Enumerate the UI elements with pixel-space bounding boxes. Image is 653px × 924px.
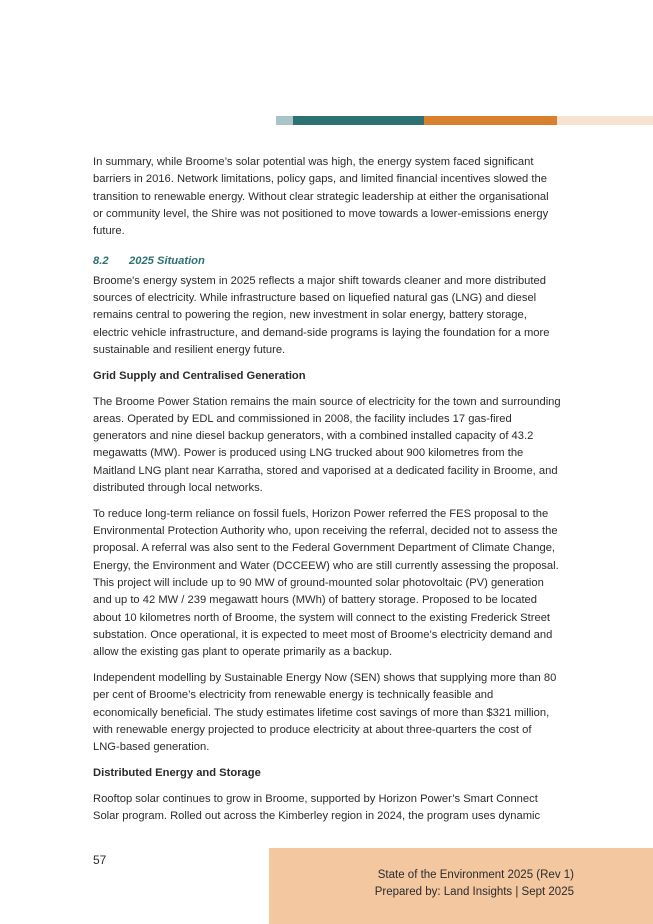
header-bar-pale xyxy=(557,116,653,125)
paragraph-summary: In summary, while Broome’s solar potential was high, the energy system faced significant barriers in 2016. Network limitations, policy gaps, and limited financial incentives slowed the transition to renewable energy. Without clear strategic leadership at either the organisational or community level, the Shire was not positioned to move towards a lower-emissions energy future. xyxy=(93,156,549,238)
paragraph-rooftop-solar: Rooftop solar continues to grow in Broome, supported by Horizon Power’s Smart Connect Solar program. Rolled out across the Kimberley region in 2024, the program uses dynamic xyxy=(93,792,541,823)
header-bar-light-teal xyxy=(276,116,293,125)
paragraph-2025-overview: Broome's energy system in 2025 reflects a major shift towards cleaner and more distributed sources of electricity. While infrastructure based on liquefied natural gas (LNG) and diesel remains central to powering the region, new investment in solar energy, battery storage, electric vehicle infrastructure, and demand-side programs is laying the foundation for a more sustainable and resilient energy future. xyxy=(93,274,550,356)
footer-box xyxy=(269,848,653,924)
subheading-distributed-energy: Distributed Energy and Storage xyxy=(93,767,261,779)
paragraph-fes-proposal: To reduce long-term reliance on fossil fuels, Horizon Power referred the FES proposal to the Environmental Protection Authority who, upon receiving the referral, decided not to assess the proposal. A referral was also sent to the Federal Government Department of Climate Change, Energy, the Environment and Water (DCCEEW) who are still currently assessing the proposal. This project will include up to 90 MW of ground-mounted solar photovoltaic (PV) generation and up to 42 MW / 239 megawatt hours (MWh) of battery storage. Proposed to be located about 10 kilometres north of Broome, the system will connect to the existing Frederick Street substation. Once operational, it is expected to meet most of Broome’s electricity demand and allow the existing gas plant to operate primarily as a backup. xyxy=(93,507,559,659)
paragraph-sen-modelling: Independent modelling by Sustainable Energy Now (SEN) shows that supplying more than 80 per cent of Broome’s electricity from renewable energy is technically feasible and economically beneficial. The study estimates lifetime cost savings of more than $321 million, with renewable energy projected to produce electricity at about three-quarters the cost of LNG-based generation. xyxy=(93,672,557,754)
section-heading xyxy=(93,253,561,270)
header-bar-teal xyxy=(293,116,424,125)
page-number: 57 xyxy=(93,853,107,867)
footer-text xyxy=(375,867,574,901)
paragraph-power-station: The Broome Power Station remains the main source of electricity for the town and surrounding areas. Operated by EDL and commissioned in 2008, the facility includes 17 gas-fired generators and nine diesel backup generators, with a combined installed capacity of 43.2 megawatts (MW). Power is produced using LNG trucked about 900 kilometres from the Maitland LNG plant near Karratha, stored and vaporised at a dedicated facility in Broome, and distributed through local networks. xyxy=(93,395,561,495)
section-title: 2025 Situation xyxy=(129,255,205,268)
footer-report-title: State of the Environment 2025 (Rev 1) xyxy=(377,869,574,881)
header-bar-orange xyxy=(424,116,557,125)
page-body xyxy=(93,154,561,834)
footer-prepared-by: Prepared by: Land Insights | Sept 2025 xyxy=(374,886,574,898)
section-number: 8.2 xyxy=(93,255,109,268)
subheading-grid-supply: Grid Supply and Centralised Generation xyxy=(93,369,306,382)
